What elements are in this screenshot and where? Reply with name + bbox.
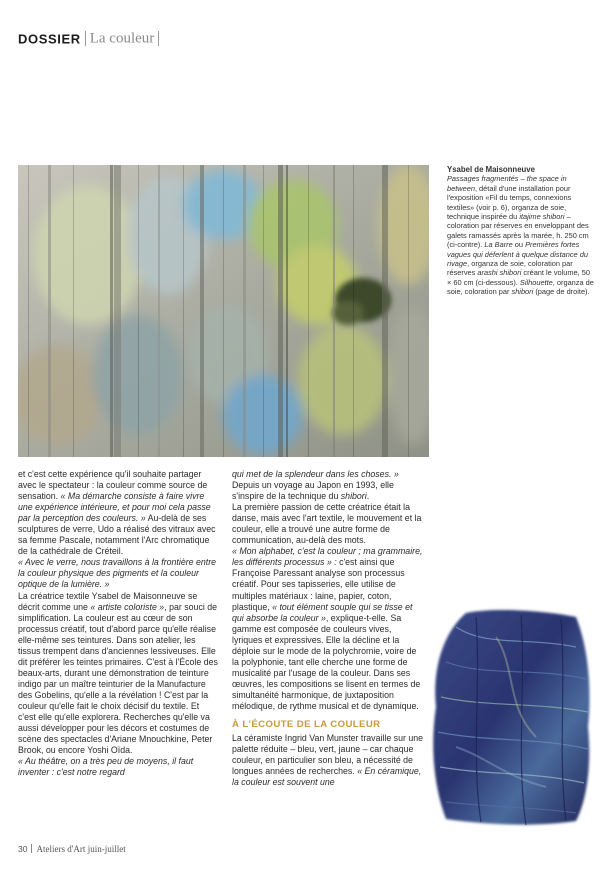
- caption-body: [447, 174, 594, 296]
- rubric-label: DOSSIER: [18, 31, 81, 47]
- col2b-text: « En céramique, la couleur est souvent une: [232, 766, 422, 788]
- caption-artist: Ysabel de Maisonneuve: [447, 165, 535, 174]
- col1-text: « Avec le verre, nous travaillons à la frontière entre la couleur physique des pigments et la couleur optique de la lumière. »: [18, 557, 217, 590]
- col2-paragraph: [232, 546, 424, 712]
- caption-text: Premières fortes vagues qui déferlent à quelque distance du rivage: [447, 240, 588, 269]
- col2-text: c'est ainsi que Françoise Paressant analyse son processus créatif. Pour ses tapisseries, elle utilise de multiples matériaux : laine, papier, coton, plastique,: [232, 557, 405, 612]
- caption-text: , détail d'une installation pour l'exposition «Fil du temps, connexions textiles» (voir p. 6), organza de soie, technique inspirée du: [447, 183, 572, 222]
- col1-text: « Au théâtre, on a très peu de moyens, il faut inventer : c'est notre regard: [18, 756, 194, 778]
- col1-text: « Ma démarche consiste à faire vivre une expérience intérieure, et pour moi cela passe par la perception des couleurs. »: [18, 491, 211, 524]
- magazine-name: Ateliers d'Art: [36, 844, 86, 854]
- col2-text: « Mon alphabet, c'est la couleur ; ma grammaire, les différents processus » :: [232, 546, 423, 568]
- topic-label: La couleur: [89, 30, 155, 47]
- article-column-2-bottom: [232, 733, 424, 788]
- blue-silk-sculpture-photo: [426, 607, 594, 829]
- caption-text: the space in between: [447, 174, 567, 193]
- col2b-text: La céramiste Ingrid Van Munster travaille sur une palette réduite – bleu, vert, jaune – car chaque couleur, en particulier son bleu, a nécessité de longues années de recherches.: [232, 733, 424, 777]
- col1-text: « artiste coloriste »: [90, 601, 165, 612]
- silk-installation-photo: [18, 165, 429, 457]
- caption-text: – coloration par réserves en enveloppant des galets ramassés après la marée, h. 250 cm (ci-contre).: [447, 212, 589, 250]
- col1-paragraph: [18, 591, 218, 757]
- caption-text: Passages fragmentés –: [447, 174, 525, 184]
- col2-text: shibori: [340, 491, 367, 502]
- section-header: [18, 30, 163, 50]
- caption-text: , organza de soie, coloration par réserves: [447, 259, 573, 278]
- col2-text: Depuis un voyage au Japon en 1993, elle s'inspire de la technique du: [232, 480, 394, 502]
- article-column-1: [18, 469, 218, 778]
- col2-paragraph: [232, 469, 424, 502]
- blue-silk-image: [426, 607, 594, 829]
- caption-text: , organza de soie, coloration par: [447, 277, 594, 297]
- photo-caption: [447, 165, 595, 297]
- silk-panels-image: [18, 165, 429, 457]
- col1-text: Au-delà de ses sculptures de verre, Udo a réalisé des vitraux avec sa femme Pascale, notamment l'Arc chromatique de la cathédrale de Créteil.: [18, 513, 216, 557]
- header-divider: [85, 31, 86, 46]
- page-number: 30: [18, 844, 28, 854]
- col1-paragraph: [18, 469, 218, 557]
- page-footer: [18, 844, 126, 854]
- col1-paragraph: [18, 756, 218, 778]
- caption-text: La Barre: [484, 240, 513, 250]
- col1-text: et c'est cette expérience qu'il souhaite partager avec le spectateur : la couleur comme source de sensation.: [18, 469, 208, 502]
- col1-text: La créatrice textile Ysabel de Maisonneuve se décrit comme une: [18, 590, 198, 612]
- issue-label: juin-juillet: [87, 844, 126, 854]
- col2-text: .: [366, 491, 370, 502]
- caption-text: créant le volume, 50 × 60 cm (ci-dessous).: [447, 268, 590, 287]
- col2b-paragraph: [232, 733, 424, 788]
- article-column-2: [232, 469, 424, 788]
- col2-text: , explique-t-elle. Sa gamme est composée de couleurs vives, lyriques et expressives. Elle la décline et la déploie sur le mode de la polychromie, voire de la polyphonie, tant elle cherche une forme de musicalité par l'usage de la couleur. Dans ses œuvres, les compositions se lisent en termes de simultanéité harmonique, de juxtaposition mélodique, de rythme musical et de dynamique.: [232, 612, 421, 711]
- col1-paragraph: [18, 557, 218, 590]
- caption-text: (page de droite).: [533, 287, 590, 297]
- header-divider-end: [158, 31, 159, 46]
- caption-text: Silhouette: [519, 277, 553, 287]
- col2-text: La première passion de cette créatrice était la danse, mais avec l'art textile, le mouvement et la couleur, elle a trouvé une autre forme de communication, au-delà des mots.: [232, 502, 422, 546]
- caption-text: shibori: [511, 287, 534, 297]
- footer-divider: [31, 844, 32, 853]
- caption-text: itajime shibori: [519, 212, 565, 222]
- section-subheading: À L'ÉCOUTE DE LA COULEUR: [232, 719, 381, 731]
- article-column-2-top: [232, 469, 424, 712]
- col2-text: « tout élément souple qui se tisse et qui absorbe la couleur »: [232, 601, 413, 623]
- caption-text: arashi shibori: [477, 268, 522, 278]
- col1-text: , par souci de simplification. La couleur est au cœur de son processus créatif, tout d'abord parce qu'elle réalise elle-même ses teintures. Dans son atelier, les tissus trempent dans d'anciennes lessiveuses. Elle dit préférer les teintes primaires. C'est à l'École des beaux-arts, durant une démonstration de teinture indigo par un maître teinturier de la Manufacture des Gobelins, qu'elle a la révélation ! C'est par la couleur qu'elle fait le choix décisif du textile. Et c'est elle qu'elle explorera. Recherches qu'elle va aussi développer pour les décors et costumes de scène des spectacles d'Ariane Mnouchkine, Peter Brook, ou encore Yoshi Oïda.: [18, 601, 218, 756]
- col2-text: qui met de la splendeur dans les choses. »: [232, 469, 399, 479]
- caption-text: ou: [512, 240, 526, 250]
- col2-paragraph: [232, 502, 424, 546]
